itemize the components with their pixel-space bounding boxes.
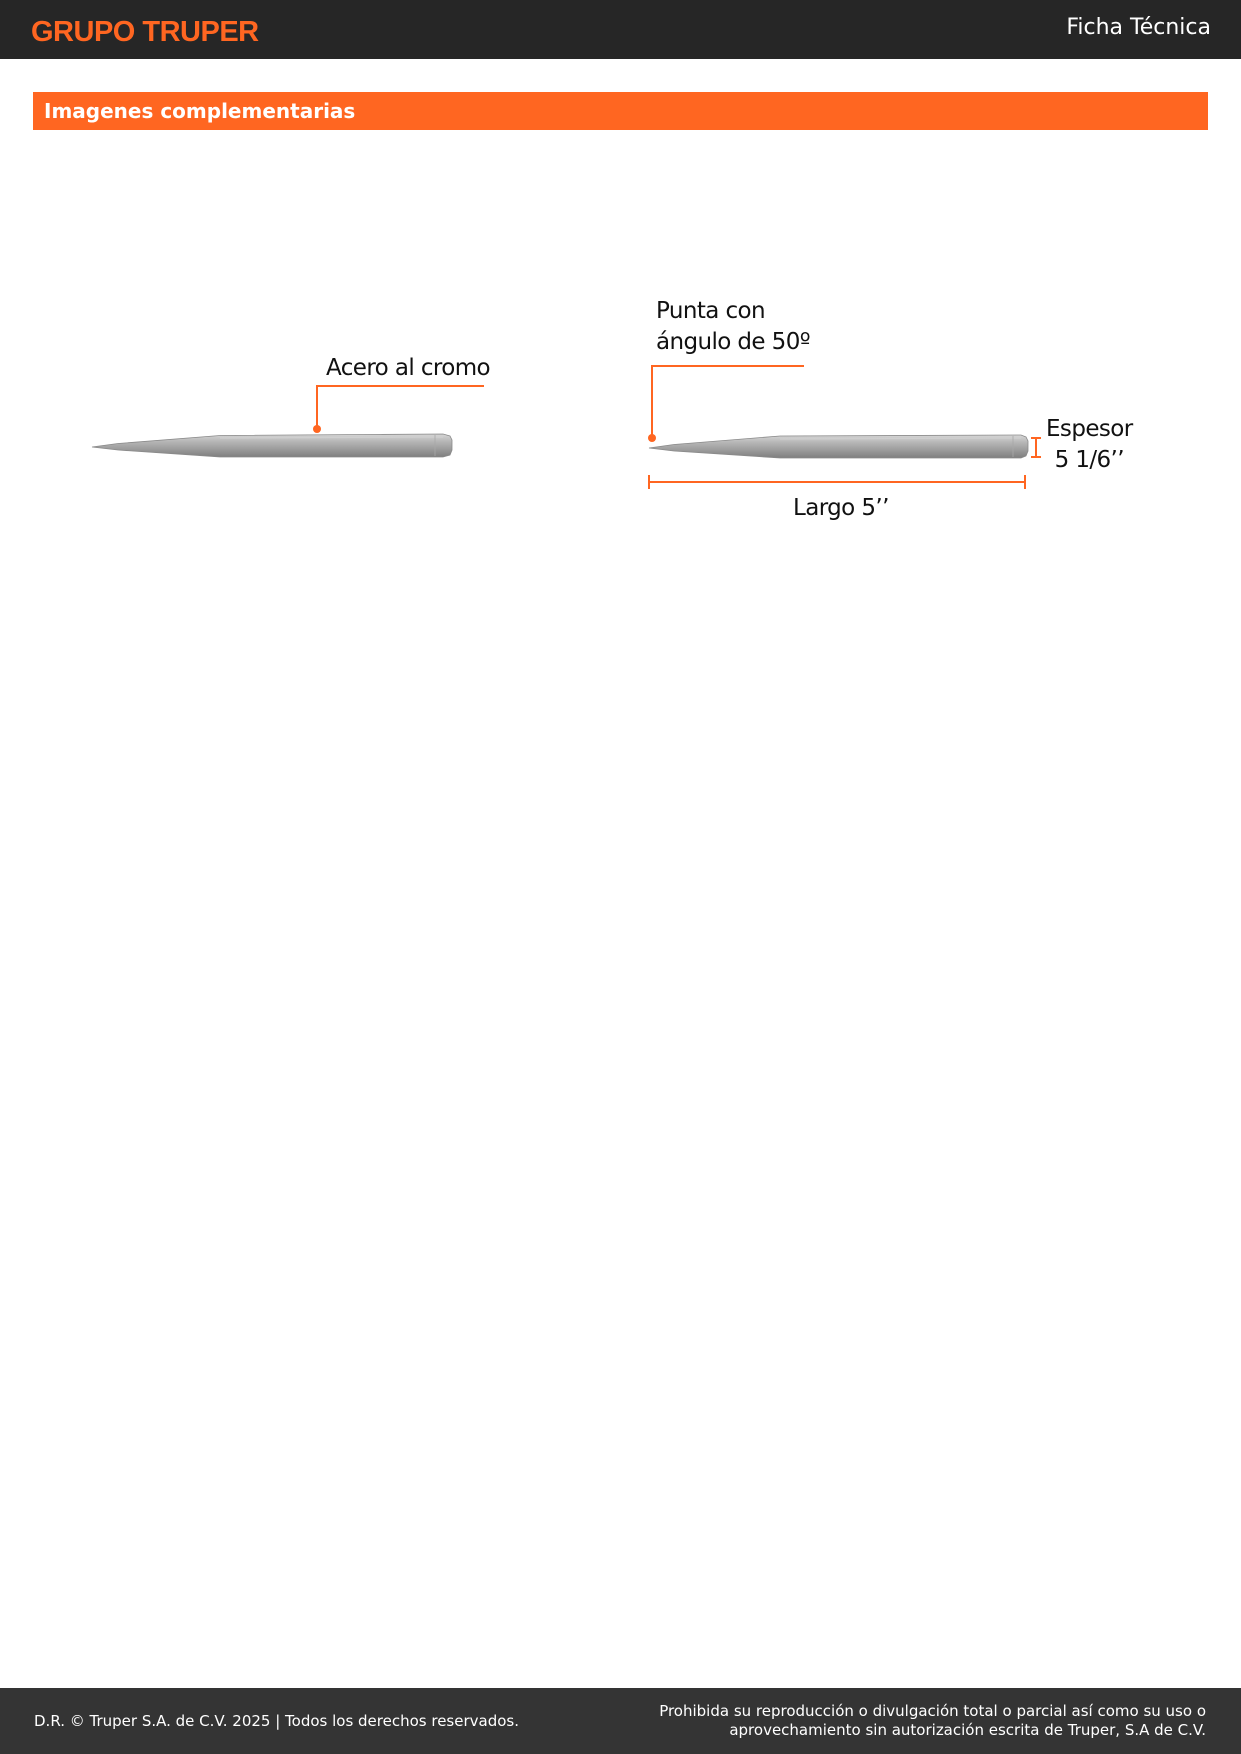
punch-tool-left [92, 434, 452, 457]
punch-tool-right [649, 435, 1028, 458]
length-dimension-line [649, 475, 1025, 489]
footer-copyright: D.R. © Truper S.A. de C.V. 2025 | Todos los derechos reservados. [34, 1712, 519, 1730]
top-header-bar [0, 0, 1241, 59]
page-title: Ficha Técnica [1066, 15, 1211, 40]
section-title: Imagenes complementarias [44, 99, 356, 123]
label-tip-line1: Punta con [656, 298, 765, 324]
material-callout-leader [313, 386, 484, 433]
label-thickness-line1: Espesor [1046, 416, 1133, 442]
label-material: Acero al cromo [326, 355, 490, 381]
label-thickness-line2: 5 1/6’’ [1054, 447, 1124, 473]
footer-notice: Prohibida su reproducción o divulgación total o parcial así como su uso o aprovechamiento sin autorización escrita de Truper, S.A de C.V. [659, 1702, 1206, 1739]
tip-callout-leader [648, 366, 804, 442]
grupo-truper-logo: GRUPO TRUPER [31, 16, 259, 48]
label-thickness [1046, 414, 1133, 476]
label-length: Largo 5’’ [793, 495, 889, 521]
thickness-dimension-marker [1031, 438, 1041, 457]
label-tip-angle [656, 296, 810, 358]
footer-bar [0, 1688, 1241, 1754]
section-header [33, 92, 1208, 130]
label-tip-line2: ángulo de 50º [656, 329, 810, 355]
